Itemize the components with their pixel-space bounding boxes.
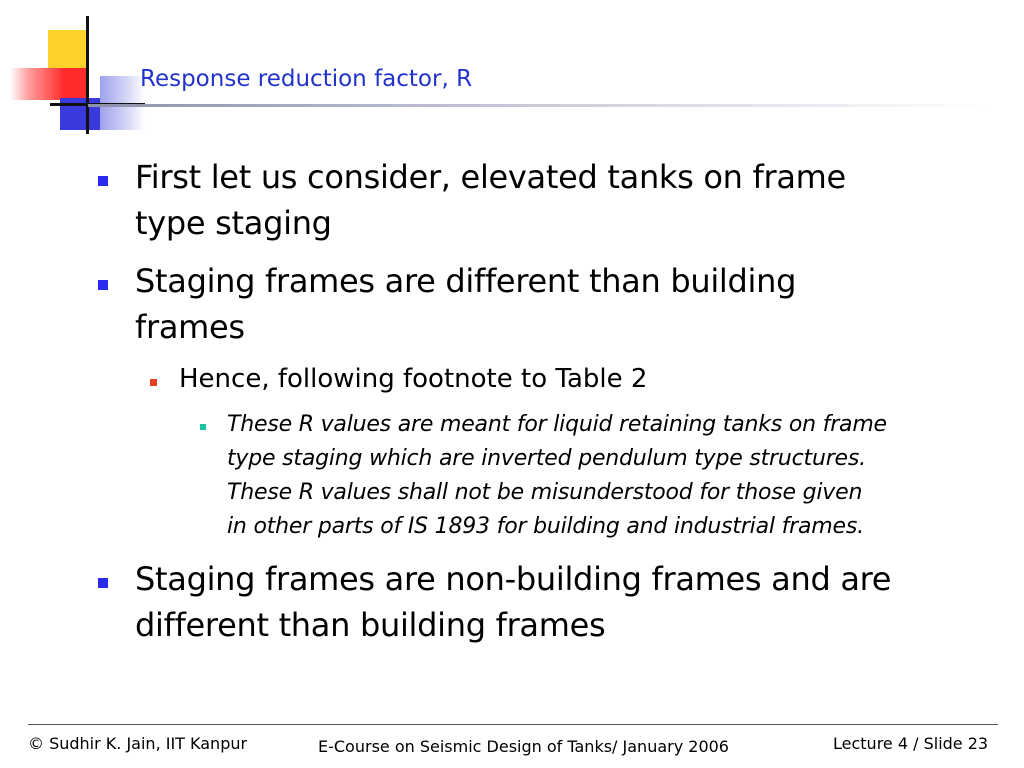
bullet-1-line-1: First let us consider, elevated tanks on frame bbox=[135, 158, 846, 196]
sub-bullet-1-line-1: Hence, following footnote to Table 2 bbox=[179, 364, 648, 394]
bullet-marker-level2 bbox=[150, 379, 157, 386]
note-line-1: These R values are meant for liquid retaining tanks on frame bbox=[227, 412, 887, 437]
note-line-4: in other parts of IS 1893 for building and industrial frames. bbox=[227, 514, 864, 539]
bullet-3-line-2: different than building frames bbox=[135, 606, 606, 644]
bullet-marker-level1 bbox=[98, 280, 108, 290]
bullet-3-line-1: Staging frames are non-building frames and are bbox=[135, 560, 892, 598]
slide-title: Response reduction factor, R bbox=[140, 66, 473, 92]
bullet-marker-level1 bbox=[98, 578, 108, 588]
bullet-marker-level1 bbox=[98, 176, 108, 186]
footer-copyright: © Sudhir K. Jain, IIT Kanpur bbox=[28, 734, 248, 753]
note-line-3: These R values shall not be misunderstood for those given bbox=[227, 480, 863, 505]
note-line-2: type staging which are inverted pendulum type structures. bbox=[227, 446, 866, 471]
bullet-2-line-1: Staging frames are different than building bbox=[135, 262, 797, 300]
bullet-2-line-2: frames bbox=[135, 308, 245, 346]
bullet-marker-level3 bbox=[200, 424, 206, 430]
footer-slide-number: Lecture 4 / Slide 23 bbox=[833, 734, 989, 753]
footer-course-name: E-Course on Seismic Design of Tanks/ January 2006 bbox=[318, 737, 729, 756]
bullet-1-line-2: type staging bbox=[135, 204, 332, 242]
footer-divider bbox=[28, 724, 998, 725]
